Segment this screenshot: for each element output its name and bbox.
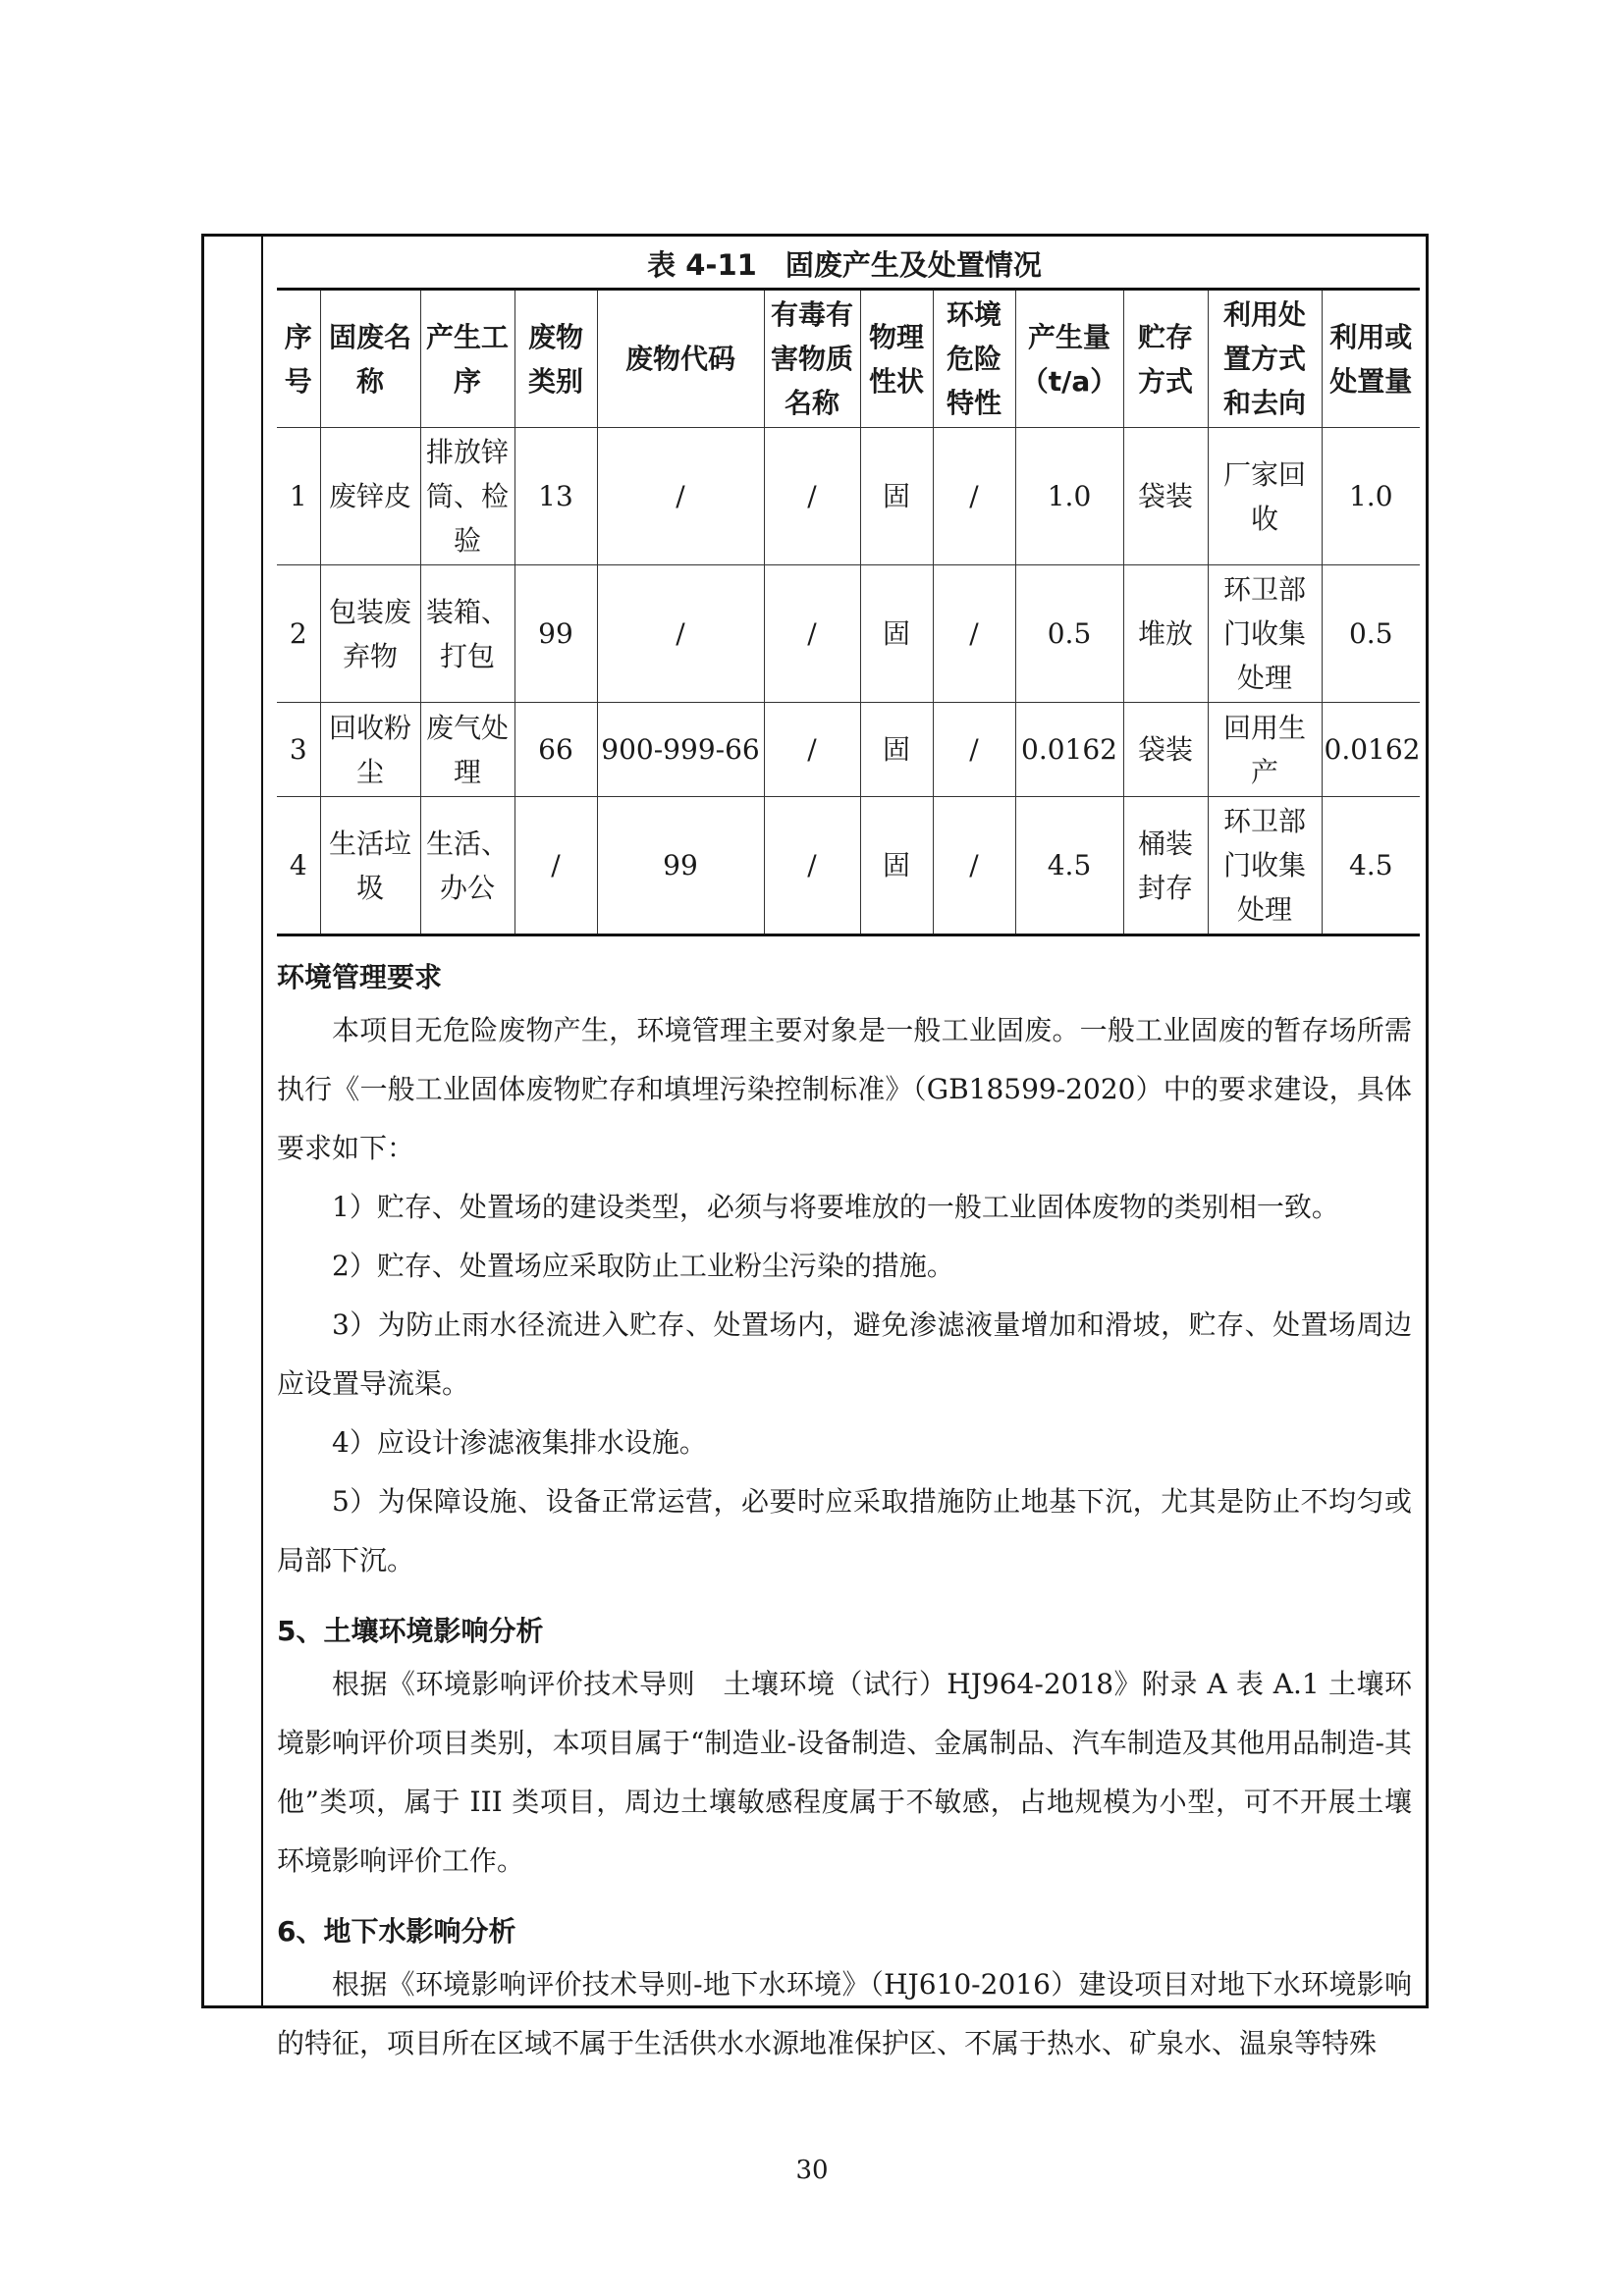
table-cell: /: [514, 797, 597, 935]
table-cell: 4.5: [1322, 797, 1420, 935]
table-cell: 袋装: [1123, 703, 1208, 797]
soil-text: 根据《环境影响评价技术导则 土壤环境（试行）HJ964-2018》附录 A 表 A.1 土壤环境影响评价项目类别，本项目属于“制造业-设备制造、金属制品、汽车制造及其他用品制造-其他”类项，属于 III 类项目，周边土壤敏感程度属于不敏感，占地规模为小型，可不开展土壤环境影响评价工作。: [277, 1668, 1412, 1877]
table-cell: 3: [277, 703, 320, 797]
table-cell: /: [764, 797, 860, 935]
table-cell: 13: [514, 428, 597, 565]
header-cell: 利用或处置量: [1322, 290, 1420, 428]
table-cell: 袋装: [1123, 428, 1208, 565]
table-cell: 固: [860, 703, 933, 797]
table-cell: 厂家回收: [1208, 428, 1322, 565]
header-cell: 序号: [277, 290, 320, 428]
soil-heading: 5、土壤环境影响分析: [277, 1615, 544, 1647]
table-cell: 废气处理: [420, 703, 514, 797]
env-mgmt-item: 1）贮存、处置场的建设类型，必须与将要堆放的一般工业固体废物的类别相一致。: [332, 1191, 1339, 1223]
table-cell: 桶装封存: [1123, 797, 1208, 935]
table-cell: 回收粉尘: [320, 703, 420, 797]
env-mgmt-item: 5）为保障设施、设备正常运营，必要时应采取措施防止地基下沉，尤其是防止不均匀或局部下沉。: [277, 1485, 1412, 1576]
table-cell: 环卫部门收集处理: [1208, 565, 1322, 703]
header-cell: 利用处置方式和去向: [1208, 290, 1322, 428]
table-cell: 1.0: [1015, 428, 1123, 565]
table-cell: 900-999-66: [597, 703, 764, 797]
header-cell: 产生工序: [420, 290, 514, 428]
table-cell: 固: [860, 428, 933, 565]
table-cell: 99: [597, 797, 764, 935]
header-cell: 废物代码: [597, 290, 764, 428]
table-title: 表 4-11 固废产生及处置情况: [647, 248, 1042, 282]
table-cell: /: [933, 428, 1015, 565]
table-cell: 装箱、打包: [420, 565, 514, 703]
left-column: [204, 237, 263, 2005]
table-cell: /: [597, 565, 764, 703]
table-cell: /: [764, 703, 860, 797]
header-cell: 废物类别: [514, 290, 597, 428]
table-cell: 4.5: [1015, 797, 1123, 935]
table-header-row: [277, 290, 1420, 428]
groundwater-text: 根据《环境影响评价技术导则-地下水环境》（HJ610-2016）建设项目对地下水环境影响的特征，项目所在区域不属于生活供水水源地准保护区、不属于热水、矿泉水、温泉等特殊: [277, 1968, 1412, 2059]
table-cell: /: [764, 428, 860, 565]
table-cell: /: [764, 565, 860, 703]
table-row: [277, 797, 1420, 935]
page-number: 30: [795, 2156, 829, 2185]
table-cell: 0.5: [1322, 565, 1420, 703]
table-cell: 66: [514, 703, 597, 797]
env-mgmt-heading: 环境管理要求: [277, 961, 443, 993]
table-cell: 生活、办公: [420, 797, 514, 935]
table-row: [277, 565, 1420, 703]
table-cell: 环卫部门收集处理: [1208, 797, 1322, 935]
table-cell: 生活垃圾: [320, 797, 420, 935]
table-cell: 1.0: [1322, 428, 1420, 565]
table-cell: 99: [514, 565, 597, 703]
content-area: [277, 237, 1421, 2073]
env-mgmt-item: 4）应设计渗滤液集排水设施。: [332, 1426, 707, 1459]
table-row: [277, 428, 1420, 565]
table-cell: 排放锌筒、检验: [420, 428, 514, 565]
env-mgmt-item: 3）为防止雨水径流进入贮存、处置场内，避免渗滤液量增加和滑坡，贮存、处置场周边应设置导流渠。: [277, 1308, 1412, 1400]
table-cell: 0.0162: [1322, 703, 1420, 797]
table-cell: 0.5: [1015, 565, 1123, 703]
table-cell: 1: [277, 428, 320, 565]
header-cell: 固废名称: [320, 290, 420, 428]
header-cell: 环境危险特性: [933, 290, 1015, 428]
table-cell: 固: [860, 797, 933, 935]
env-mgmt-item: 2）贮存、处置场应采取防止工业粉尘污染的措施。: [332, 1250, 954, 1282]
header-cell: 产生量（t/a）: [1015, 290, 1123, 428]
groundwater-heading: 6、地下水影响分析: [277, 1915, 516, 1948]
solid-waste-table: [277, 288, 1420, 936]
table-cell: /: [597, 428, 764, 565]
table-cell: /: [933, 565, 1015, 703]
header-cell: 有毒有害物质名称: [764, 290, 860, 428]
table-cell: 0.0162: [1015, 703, 1123, 797]
table-cell: 包装废弃物: [320, 565, 420, 703]
table-cell: 固: [860, 565, 933, 703]
table-row: [277, 703, 1420, 797]
env-mgmt-intro: 本项目无危险废物产生，环境管理主要对象是一般工业固废。一般工业固废的暂存场所需执行《一般工业固体废物贮存和填埋污染控制标准》（GB18599-2020）中的要求建设，具体要求如下：: [277, 1014, 1412, 1164]
table-cell: 堆放: [1123, 565, 1208, 703]
table-cell: 2: [277, 565, 320, 703]
table-cell: 回用生产: [1208, 703, 1322, 797]
table-cell: 4: [277, 797, 320, 935]
table-cell: /: [933, 797, 1015, 935]
table-cell: 废锌皮: [320, 428, 420, 565]
header-cell: 贮存方式: [1123, 290, 1208, 428]
table-cell: /: [933, 703, 1015, 797]
page-frame: [201, 234, 1429, 2059]
header-cell: 物理性状: [860, 290, 933, 428]
